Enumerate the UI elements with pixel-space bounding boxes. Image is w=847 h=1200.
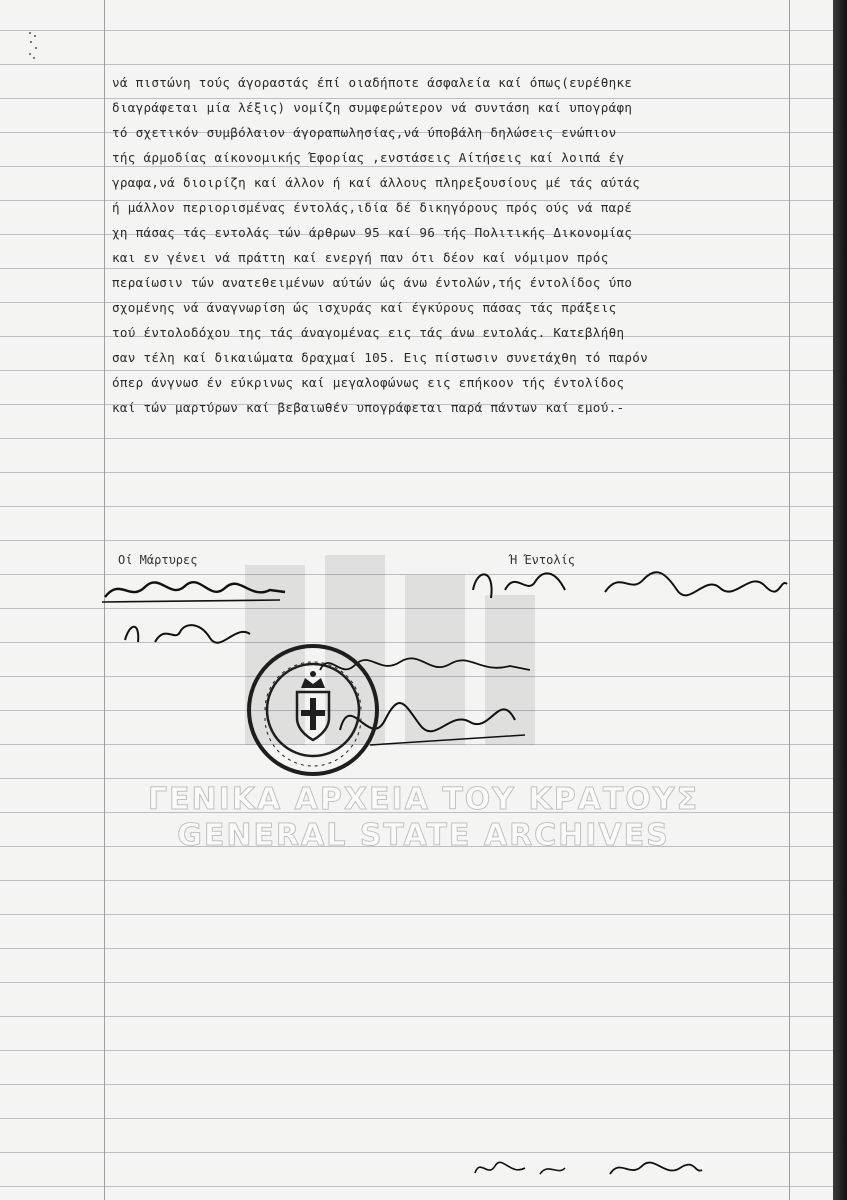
archive-watermark-greek: ΓΕΝΙΚΑ ΑΡΧΕΙΑ ΤΟΥ ΚΡΑΤΟΥΣ — [147, 782, 700, 817]
punch-marks — [26, 30, 40, 60]
text-line: ή μάλλον περιορισμένας έντολάς,ιδία δέ δικηγόρους πρός ούς νά παρέ — [112, 200, 633, 215]
archive-watermark-english: GENERAL STATE ARCHIVES — [177, 818, 670, 853]
notary-seal-stamp-icon — [243, 640, 383, 780]
text-line: γραφα,νά διοιρίζη καί άλλον ή καί άλλους πληρεξουσίους μέ τάς αύτάς — [112, 175, 641, 190]
principal-signature — [465, 560, 795, 610]
text-line: όπερ άνγνωσ έν εύκρινως καί μεγαλοφώνως εις επήκοον τής έντολίδος — [112, 375, 625, 390]
text-line: διαγράφεται μία λέξις) νομίζη συμφερώτερον νά συντάση καί υπογράφη — [112, 100, 633, 115]
text-line: σαν τέλη καί δικαιώματα δραχμαί 105. Εις πίστωσιν συνετάχθη τό παρόν — [112, 350, 648, 365]
scan-edge-shadow — [833, 0, 847, 1200]
text-line: σχομένης νά άναγνωρίση ώς ισχυράς καί έγκύρους πάσας τάς πράξεις — [112, 300, 617, 315]
principal-label: Ή Έντολίς — [510, 553, 576, 567]
text-line: νά πιστώνη τούς άγοραστάς έπί οιαδήποτε άσφαλεία καί όπως(ευρέθηκε — [112, 75, 633, 90]
text-line: τής άρμοδίας αίκονομικής Έφορίας ,ενστάσεις Αίτήσεις καί λοιπά έγ — [112, 150, 625, 165]
text-line: περαίωσιν τών ανατεθειμένων αύτών ώς άνω έντολών,τής έντολίδος ύπο — [112, 275, 633, 290]
bottom-notation-handwriting — [470, 1148, 710, 1188]
text-line: και εν γένει νά πράττη καί ενεργή παν ότι δέον καί νόμιμον πρός — [112, 250, 609, 265]
text-line: τό σχετικόν συμβόλαιον άγοραπωλησίας,νά ύποβάλη δηλώσεις ενώπιον — [112, 125, 617, 140]
text-line: καί τών μαρτύρων καί βεβαιωθέν υπογράφεται παρά πάντων καί εμού.- — [112, 400, 625, 415]
witnesses-label: Οί Μάρτυρες — [118, 553, 198, 567]
witness-signature-1 — [100, 572, 290, 612]
text-line: χη πάσας τάς εντολάς τών άρθρων 95 καί 96 τής Πολιτικής Δικονομίας — [112, 225, 633, 240]
typed-body — [112, 70, 792, 420]
text-line: τού έντολοδόχου της τάς άναγομένας εις τάς άνω εντολάς. Κατεβλήθη — [112, 325, 625, 340]
